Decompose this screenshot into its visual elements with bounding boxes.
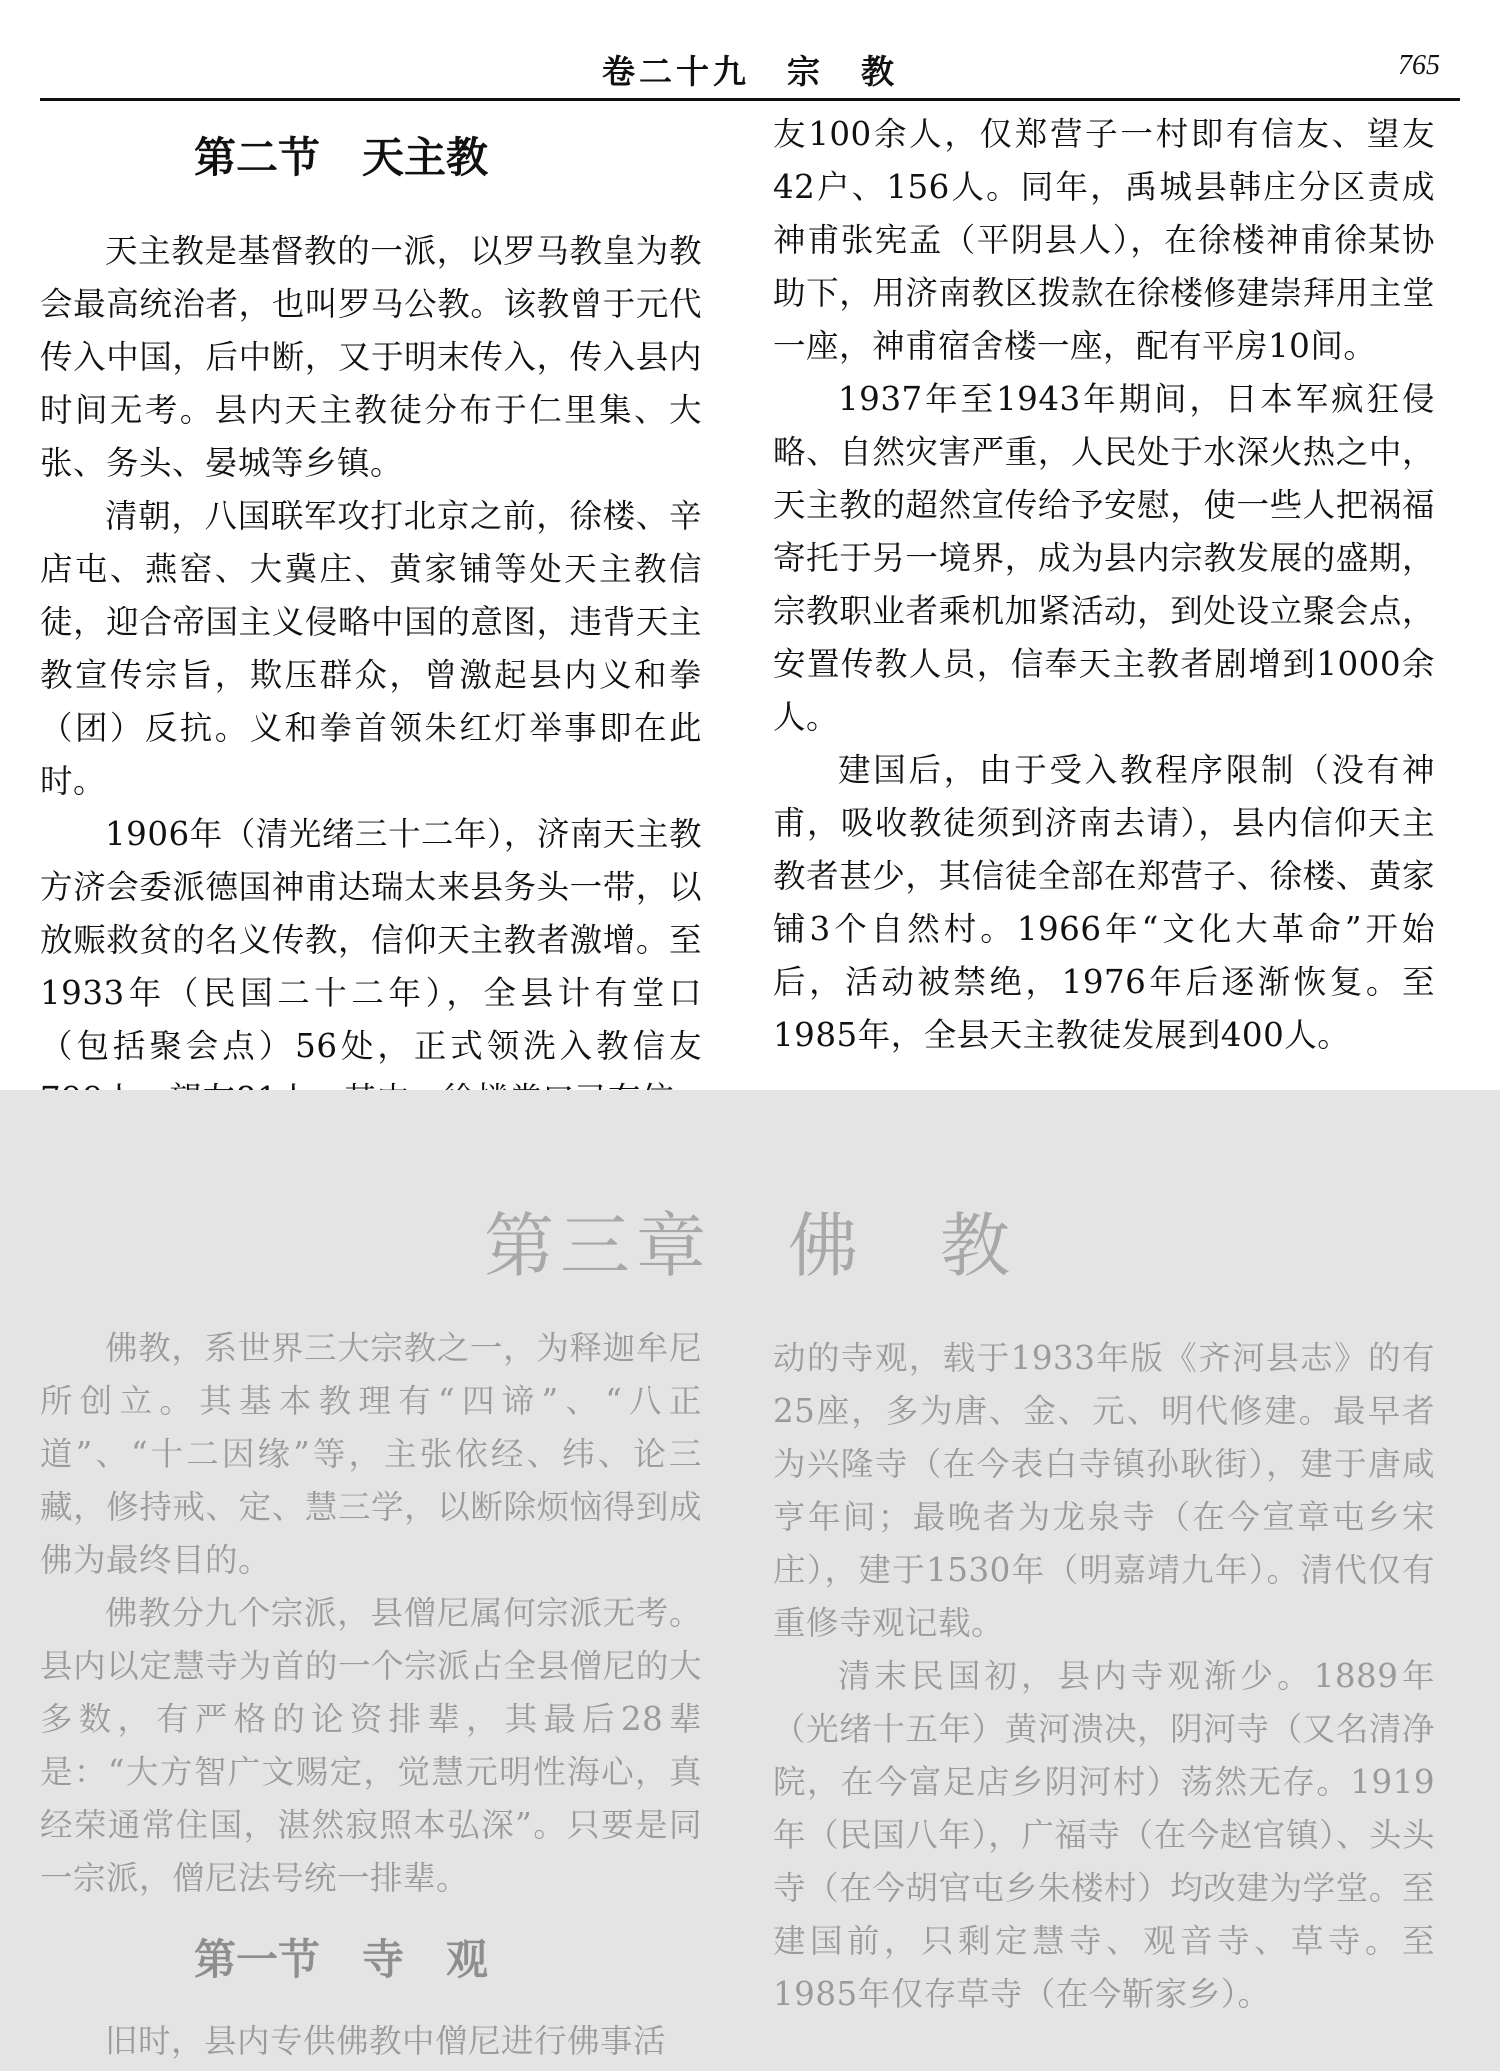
next-page-bleed-through: [0, 1090, 1500, 2071]
paragraph: 清朝，八国联军攻打北京之前，徐楼、辛店屯、燕窑、大冀庄、黄家铺等处天主教信徒，迎合帝国主义侵略中国的意图，违背天主教宣传宗旨，欺压群众，曾激起县内义和拳（团）反抗。义和拳首领朱红灯举事即在此时。: [40, 497, 702, 800]
section-title-catholicism: 第二节 天主教: [193, 133, 488, 182]
paragraph-continued: 动的寺观，载于1933年版《齐河县志》的有25座，多为唐、金、元、明代修建。最早者为兴隆寺（在今表白寺镇孙耿街），建于唐咸亨年间；最晚者为龙泉寺（在今宣章屯乡宋庄），建于1530年（明嘉靖九年）。清代仅有重修寺观记载。: [773, 1339, 1435, 1642]
paragraph: 佛教，系世界三大宗教之一，为释迦牟尼所创立。其基本教理有“四谛”、“八正道”、“十二因缘”等，主张依经、纬、论三藏，修持戒、定、慧三学，以断除烦恼得到成佛为最终目的。: [40, 1329, 702, 1579]
paragraph: 1906年（清光绪三十二年），济南天主教方济会委派德国神甫达瑞太来县务头一带，以放赈救贫的名义传教，信仰天主教者激增。至1933年（民国二十二年），全县计有堂口（包括聚会点）56处，正式领洗入教信友: [40, 815, 702, 1065]
paragraph: 佛教分九个宗派，县僧尼属何宗派无考。县内以定慧寺为首的一个宗派占全县僧尼的大多数，有严格的论资排辈，其最后28辈是：“大方智广文赐定，觉慧元明性海心，真经荣通常住国，湛然寂照本弘深”。只要是同一宗派，僧尼法号统一排辈。: [40, 1594, 702, 1897]
chapter-title-buddhism: 第三章 佛 教: [484, 1205, 1016, 1287]
page-number: 765: [1398, 50, 1440, 81]
running-header: [40, 38, 1460, 101]
paragraph-continued: 友100余人，仅郑营子一村即有信友、望友42户、156人。同年，禹城县韩庄分区责成神甫张宪孟（平阴县人），在徐楼神甫徐某协助下，用济南教区拨款在徐楼修建崇拜用主堂一座，神甫宿舍楼一座，配有平房10间。: [773, 115, 1435, 365]
paragraph: 旧时，县内专供佛教中僧尼进行佛事活: [105, 2022, 667, 2060]
paragraph: 清末民国初，县内寺观渐少。1889年（光绪十五年）黄河溃决，阴河寺（又名清净院，在今富足店乡阴河村）荡然无存。1919年（民国八年），广福寺（在今赵官镇）、头头寺（在今胡官屯乡朱楼村）均改建为学堂。至建国前，只剩定慧寺、观音寺、草寺。至1985年仅存草寺（在今靳家乡）。: [773, 1657, 1435, 2013]
lower-right-column: [773, 1332, 1435, 2021]
section-title-temples: 第一节 寺 观: [193, 1935, 488, 1984]
paragraph: 1937年至1943年期间，日本军疯狂侵略、自然灾害严重，人民处于水深火热之中，天主教的超然宣传给予安慰，使一些人把祸福寄托于另一境界，成为县内宗教发展的盛期，宗教职业者乘机加紧活动，到处设立聚会点，安置传教人员，信奉天主教者剧增到1000余人。: [773, 380, 1435, 736]
upper-right-column: [773, 108, 1435, 1062]
paragraph: 建国后，由于受入教程序限制（没有神甫，吸收教徒须到济南去请），县内信仰天主教者甚少，其信徒全部在郑营子、徐楼、黄家铺3个自然村。1966年“文化大革命”开始后，活动被禁绝，1976年后逐渐恢复。至1985年，全县天主教徒发展到400人。: [773, 751, 1435, 1054]
upper-left-column: [40, 120, 702, 1126]
paragraph: 天主教是基督教的一派，以罗马教皇为教会最高统治者，也叫罗马公教。该教曾于元代传入中国，后中断，又于明末传入，传入县内时间无考。县内天主教徒分布于仁里集、大张、务头、晏城等乡镇。: [40, 232, 702, 482]
running-title: 卷二十九 宗 教: [602, 52, 898, 91]
lower-left-column: [40, 1322, 702, 2068]
